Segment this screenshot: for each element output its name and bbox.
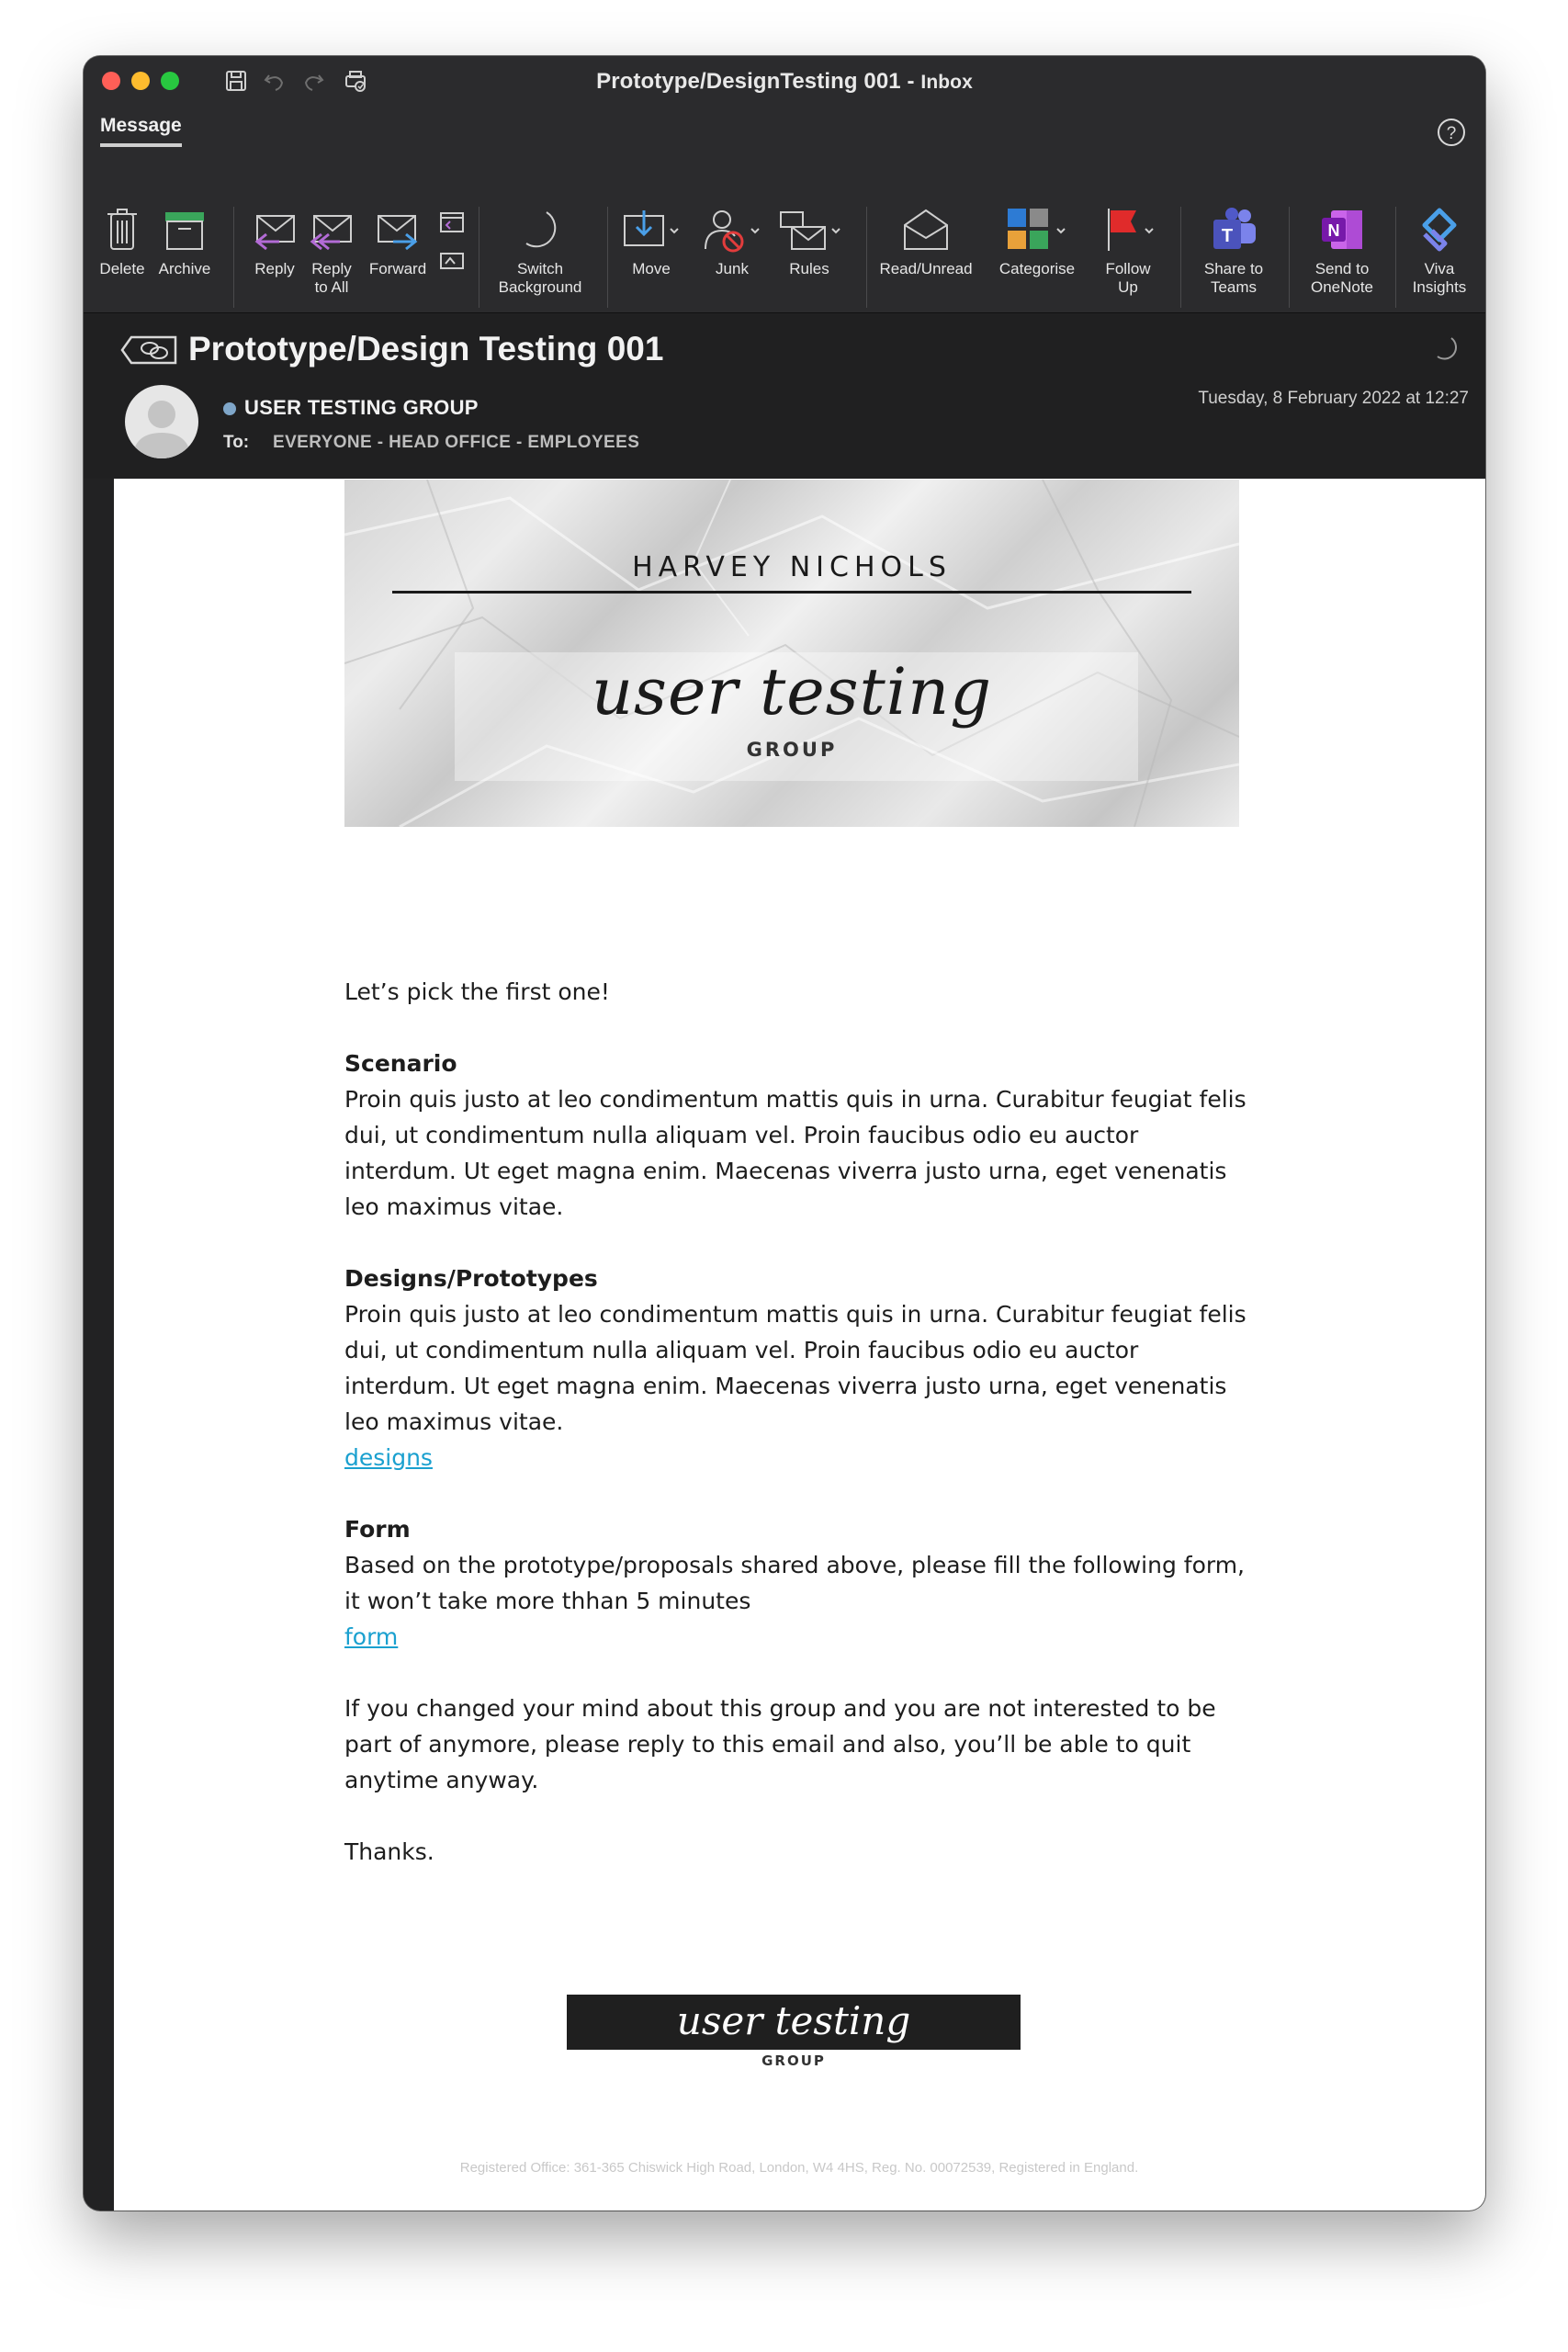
move-icon bbox=[619, 207, 683, 254]
to-label: To: bbox=[223, 433, 250, 452]
rules-button[interactable] bbox=[773, 207, 846, 278]
brand-logo: HARVEY NICHOLS bbox=[632, 551, 952, 583]
reply-icon bbox=[252, 207, 298, 254]
conversation-back-icon[interactable] bbox=[120, 334, 179, 367]
viva-insights-button[interactable] bbox=[1401, 207, 1478, 297]
presence-dot bbox=[223, 402, 236, 415]
archive-button[interactable] bbox=[152, 207, 218, 278]
thanks-text: Thanks. bbox=[344, 1838, 434, 1865]
scenario-heading: Scenario bbox=[344, 1050, 457, 1077]
archive-icon bbox=[162, 207, 208, 254]
reply-all-label: Reply to All bbox=[311, 260, 352, 296]
send-to-onenote-label: Send to OneNote bbox=[1310, 260, 1374, 296]
ribbon-separator bbox=[1180, 207, 1181, 308]
footer-legal-text: Registered Office: 361-365 Chiswick High Road, London, W4 4HS, Reg. No. 00072539, Registered in England. bbox=[459, 2160, 1139, 2176]
viva-insights-label: Viva Insights bbox=[1412, 260, 1467, 296]
share-to-teams-label: Share to Teams bbox=[1203, 260, 1264, 296]
designs-link[interactable]: designs bbox=[344, 1444, 433, 1471]
envelope-open-icon bbox=[901, 207, 951, 254]
form-link[interactable]: form bbox=[344, 1623, 399, 1650]
recipient-list[interactable]: EVERYONE - HEAD OFFICE - EMPLOYEES bbox=[273, 433, 640, 452]
email-content bbox=[344, 938, 1254, 1870]
reply-label: Reply bbox=[254, 260, 295, 277]
designs-text: Proin quis justo at leo condimentum mattis quis in urna. Curabitur feugiat felis dui, ut condimentum nulla aliquam vel. Proin faucibus odio eu auctor interdum. Ut eget magna enim. Maecenas viverra justo urna, eget venenatis leo maximus vitae. bbox=[344, 1301, 1247, 1435]
categorise-icon bbox=[1002, 207, 1072, 254]
follow-up-label: Follow Up bbox=[1105, 260, 1151, 296]
ribbon-separator bbox=[1395, 207, 1396, 308]
categorise-label: Categorise bbox=[998, 260, 1076, 277]
move-label: Move bbox=[632, 260, 671, 277]
read-unread-button[interactable] bbox=[875, 207, 976, 278]
forward-label: Forward bbox=[368, 260, 427, 277]
svg-text:?: ? bbox=[1446, 124, 1457, 143]
rules-label: Rules bbox=[789, 260, 829, 277]
message-date: Tuesday, 8 February 2022 at 12:27 bbox=[1198, 389, 1469, 408]
read-unread-label: Read/Unread bbox=[879, 260, 973, 277]
share-to-teams-button[interactable] bbox=[1186, 207, 1281, 297]
title-bar bbox=[84, 56, 1485, 106]
email-banner bbox=[344, 480, 1239, 827]
ribbon-separator bbox=[866, 207, 867, 308]
teams-icon bbox=[1208, 207, 1259, 254]
delete-label: Delete bbox=[99, 260, 145, 277]
junk-label: Junk bbox=[716, 260, 749, 277]
rules-icon bbox=[775, 207, 843, 254]
message-header bbox=[84, 313, 1485, 479]
svg-text:N: N bbox=[1327, 221, 1340, 240]
svg-text:T: T bbox=[1221, 226, 1234, 246]
viva-insights-icon bbox=[1414, 207, 1465, 254]
categorise-button[interactable] bbox=[989, 207, 1085, 278]
reply-button[interactable] bbox=[247, 207, 302, 278]
onenote-icon bbox=[1316, 207, 1368, 254]
footer-logo: user testing bbox=[567, 1995, 1021, 2050]
trash-icon bbox=[104, 207, 141, 254]
mail-window bbox=[84, 56, 1485, 2211]
moon-icon bbox=[517, 207, 563, 254]
message-body bbox=[114, 479, 1485, 2211]
designs-heading: Designs/Prototypes bbox=[344, 1265, 598, 1292]
switch-background-button[interactable] bbox=[490, 207, 591, 297]
avatar bbox=[125, 385, 198, 458]
send-to-onenote-button[interactable] bbox=[1294, 207, 1390, 297]
move-button[interactable] bbox=[616, 207, 686, 278]
help-icon[interactable] bbox=[1436, 117, 1467, 148]
meeting-reply-icon[interactable] bbox=[438, 209, 466, 236]
ribbon-toolbar bbox=[84, 106, 1485, 313]
reply-all-icon bbox=[309, 207, 355, 254]
group-label: GROUP bbox=[746, 739, 838, 761]
window-title bbox=[84, 69, 1485, 95]
reply-all-button[interactable] bbox=[304, 207, 359, 297]
archive-label: Archive bbox=[158, 260, 211, 277]
closing-text: If you changed your mind about this group and you are not interested to be part of anymore, please reply to this email and also, you’ll be able to quit anytime anyway. bbox=[344, 1695, 1216, 1793]
user-testing-logo: user testing bbox=[591, 654, 993, 729]
window-title-folder: Inbox bbox=[920, 72, 973, 93]
sender-name[interactable]: USER TESTING GROUP bbox=[244, 396, 479, 419]
window-title-main: Prototype/DesignTesting 001 - bbox=[596, 69, 921, 94]
intro-text: Let’s pick the first one! bbox=[344, 978, 610, 1005]
form-heading: Form bbox=[344, 1516, 411, 1543]
ribbon-separator bbox=[233, 207, 234, 308]
moon-icon[interactable] bbox=[1434, 335, 1461, 363]
form-text: Based on the prototype/proposals shared above, please fill the following form, it won’t take more thhan 5 minutes bbox=[344, 1552, 1246, 1614]
banner-divider bbox=[392, 591, 1191, 594]
footer-group-label: GROUP bbox=[761, 2052, 826, 2069]
scenario-text: Proin quis justo at leo condimentum mattis quis in urna. Curabitur feugiat felis dui, ut condimentum nulla aliquam vel. Proin faucibus odio eu auctor interdum. Ut eget magna enim. Maecenas viverra justo urna, eget venenatis leo maximus vitae. bbox=[344, 1086, 1247, 1220]
forward-icon bbox=[375, 207, 421, 254]
ribbon-separator bbox=[607, 207, 608, 308]
switch-background-label: Switch Background bbox=[498, 260, 582, 296]
ribbon-separator bbox=[1289, 207, 1290, 308]
attachment-forward-icon[interactable] bbox=[438, 249, 466, 273]
delete-button[interactable] bbox=[96, 207, 148, 278]
person-icon bbox=[125, 385, 198, 458]
junk-icon bbox=[698, 207, 766, 254]
forward-button[interactable] bbox=[365, 207, 431, 278]
flag-icon bbox=[1096, 207, 1160, 254]
message-subject: Prototype/Design Testing 001 bbox=[188, 330, 664, 368]
follow-up-button[interactable] bbox=[1087, 207, 1169, 297]
tab-message[interactable]: Message bbox=[100, 115, 182, 147]
junk-button[interactable] bbox=[695, 207, 769, 278]
